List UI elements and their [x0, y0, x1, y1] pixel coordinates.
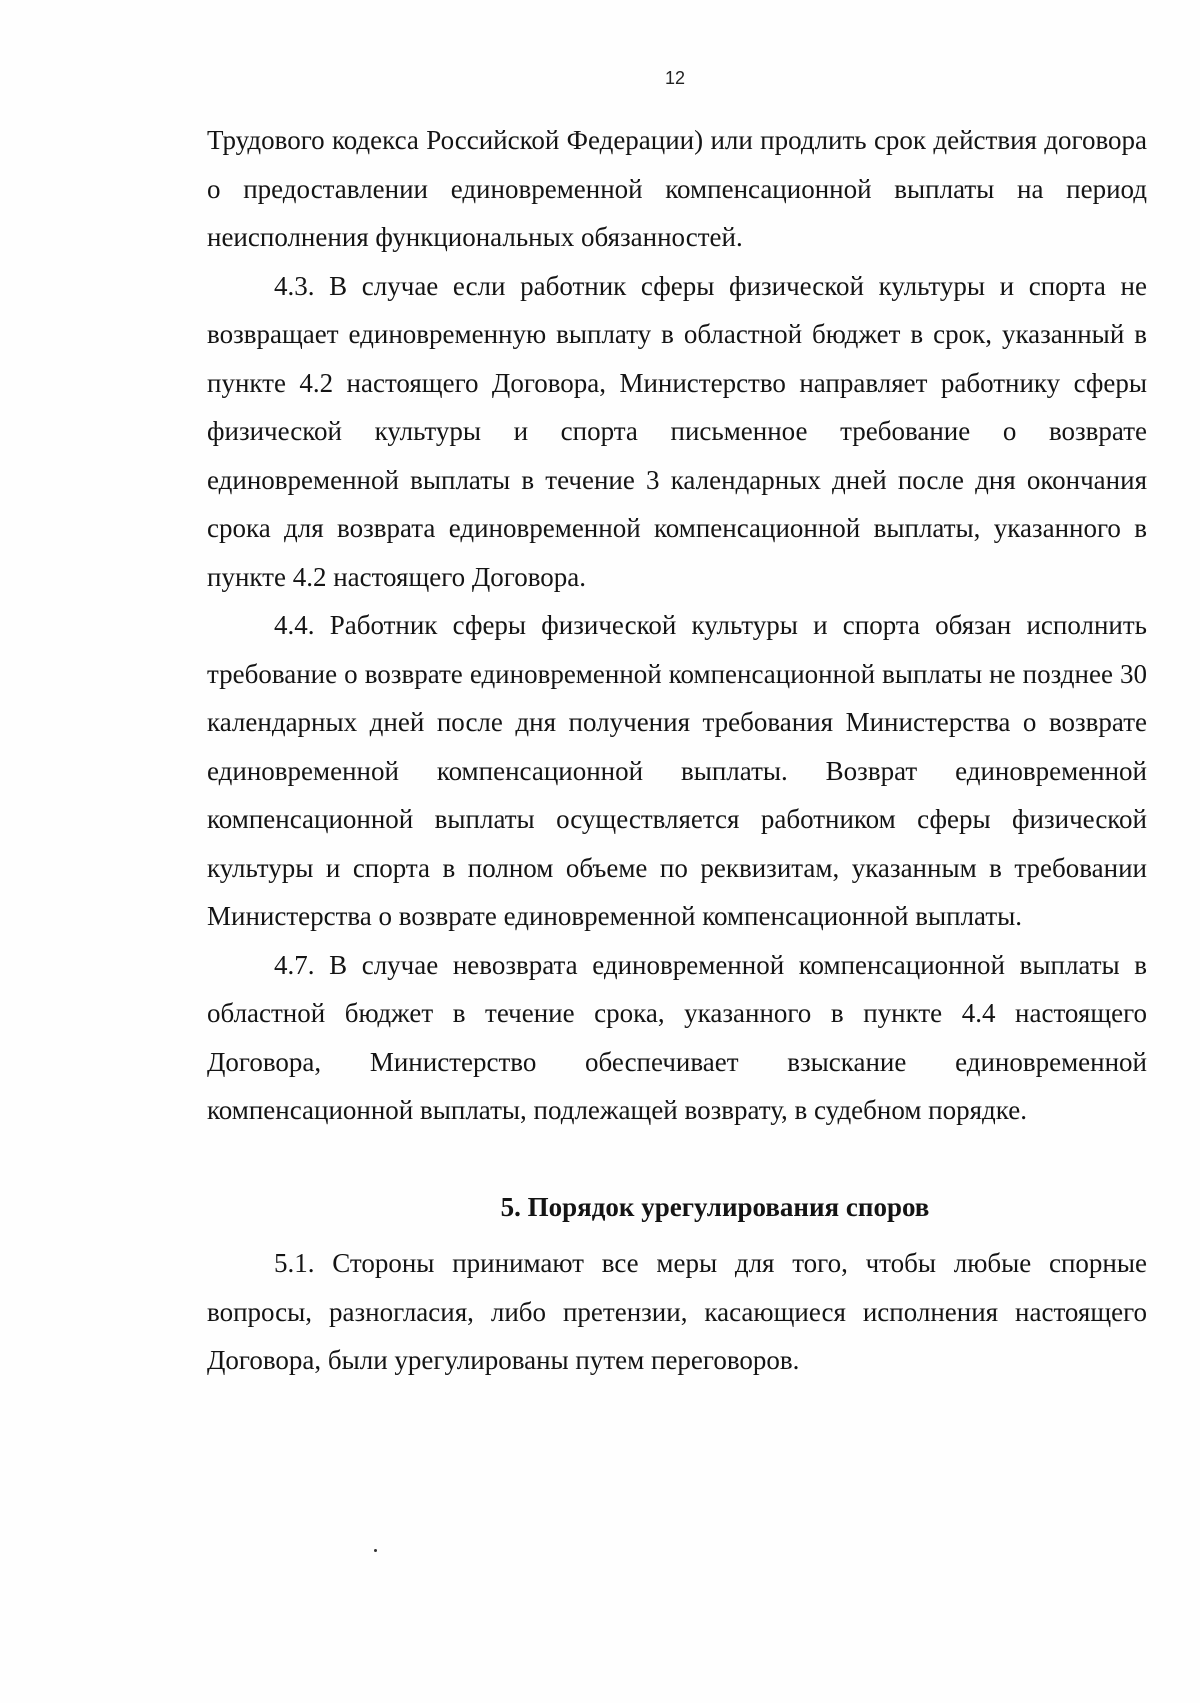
- paragraph-5-1: 5.1. Стороны принимают все меры для того, чтобы любые спорные вопросы, разногласия, либо претензии, касающиеся исполнения настоящего Договора, были урегулированы путем переговоров.: [207, 1248, 1147, 1375]
- scan-speck: [374, 1549, 377, 1552]
- page-number: 12: [664, 68, 686, 88]
- paragraph-4-3: 4.3. В случае если работник сферы физической культуры и спорта не возвращает единовременную выплату в областной бюджет в срок, указанный в пункте 4.2 настоящего Договора, Министерство направляет работнику сферы физической культуры и спорта письменное требование о возврате единовременной выплаты в течение 3 календарных дней после дня окончания срока для возврата единовременной компенсационной выплаты, указанного в пункте 4.2 настоящего Договора.: [207, 270, 1147, 592]
- paragraph-4-7: 4.7. В случае невозврата единовременной компенсационной выплаты в областной бюджет в течение срока, указанного в пункте 4.4 настоящего Договора, Министерство обеспечивает взыскание единовременной компенсационной выплаты, подлежащей возврату, в судебном порядке.: [207, 949, 1147, 1125]
- paragraph-4-4: 4.4. Работник сферы физической культуры и спорта обязан исполнить требование о возврате единовременной компенсационной выплаты не позднее 30 календарных дней после дня получения требования Министерства о возврате единовременной компенсационной выплаты. Возврат единовременной компенсационной выплаты осуществляется работником сферы физической культуры и спорта в полном объеме по реквизитам, указанным в требовании Министерства о возврате единовременной компенсационной выплаты.: [207, 610, 1147, 931]
- document-body: [207, 116, 1147, 1385]
- section-heading: 5. Порядок урегулирования споров: [500, 1191, 930, 1222]
- paragraph-continuation: Трудового кодекса Российской Федерации) или продлить срок действия договора о предоставлении единовременной компенсационной выплаты на период неисполнения функциональных обязанностей.: [207, 125, 1147, 252]
